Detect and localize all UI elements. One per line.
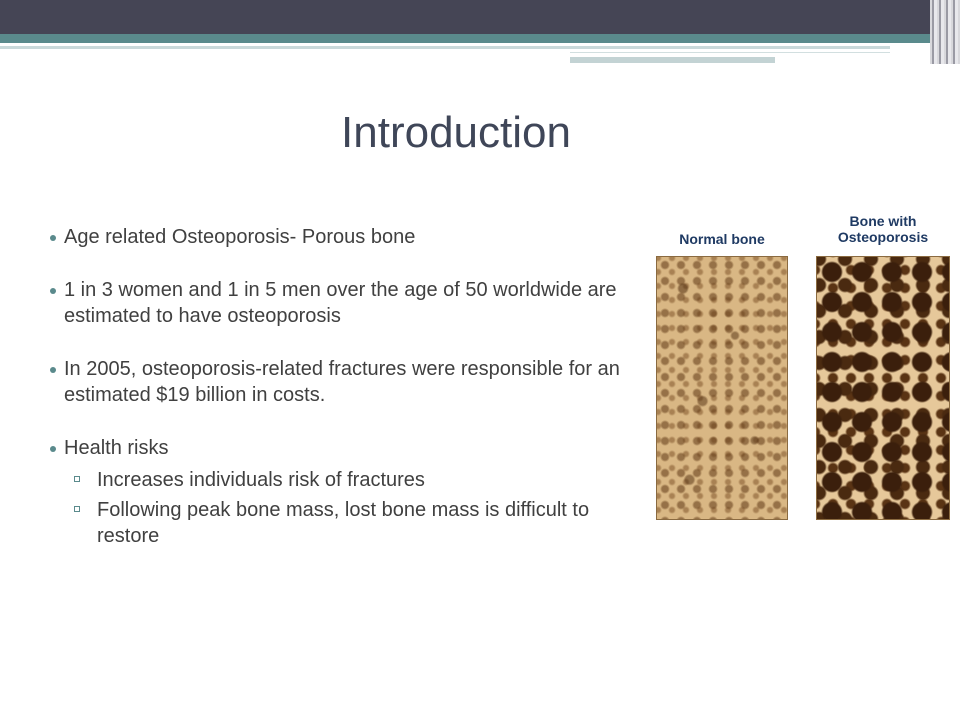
slide-title: Introduction <box>341 108 571 157</box>
bullet-text: Age related Osteoporosis- Porous bone <box>64 226 416 248</box>
bullet-text: 1 in 3 women and 1 in 5 men over the age of 50 worldwide are estimated to have osteoporosis <box>64 279 617 327</box>
bullet-text: Health risks <box>64 437 169 459</box>
header-bar-dark <box>0 0 930 34</box>
osteo-label-line1: Bone with <box>849 213 917 229</box>
sub-bullet-square-icon <box>74 506 80 512</box>
header-rule <box>0 46 890 49</box>
osteo-bone-label <box>816 213 950 245</box>
sub-bullet-item <box>50 497 650 549</box>
bullet-dot-icon <box>50 367 56 373</box>
bullet-list <box>50 224 650 553</box>
normal-bone-image <box>656 256 788 520</box>
header-stripes <box>930 0 960 64</box>
bullet-dot-icon <box>50 288 56 294</box>
bullet-item <box>50 356 650 408</box>
bullet-text: In 2005, osteoporosis-related fractures were responsible for an estimated $19 billion in costs. <box>64 358 620 406</box>
bullet-item <box>50 224 650 250</box>
bullet-item <box>50 435 650 461</box>
normal-bone-label: Normal bone <box>679 231 765 247</box>
header-rule <box>570 52 890 55</box>
sub-bullet-item <box>50 467 650 493</box>
sub-bullet-square-icon <box>74 476 80 482</box>
sub-bullet-text: Increases individuals risk of fractures <box>97 469 425 491</box>
sub-bullet-text: Following peak bone mass, lost bone mass is difficult to restore <box>97 499 590 547</box>
header-bar-teal <box>0 34 930 43</box>
bullet-dot-icon <box>50 235 56 241</box>
osteoporosis-bone-image <box>816 256 950 520</box>
header-rule <box>570 57 775 63</box>
bullet-dot-icon <box>50 446 56 452</box>
bullet-item <box>50 277 650 329</box>
osteo-label-line2: Osteoporosis <box>837 229 929 245</box>
